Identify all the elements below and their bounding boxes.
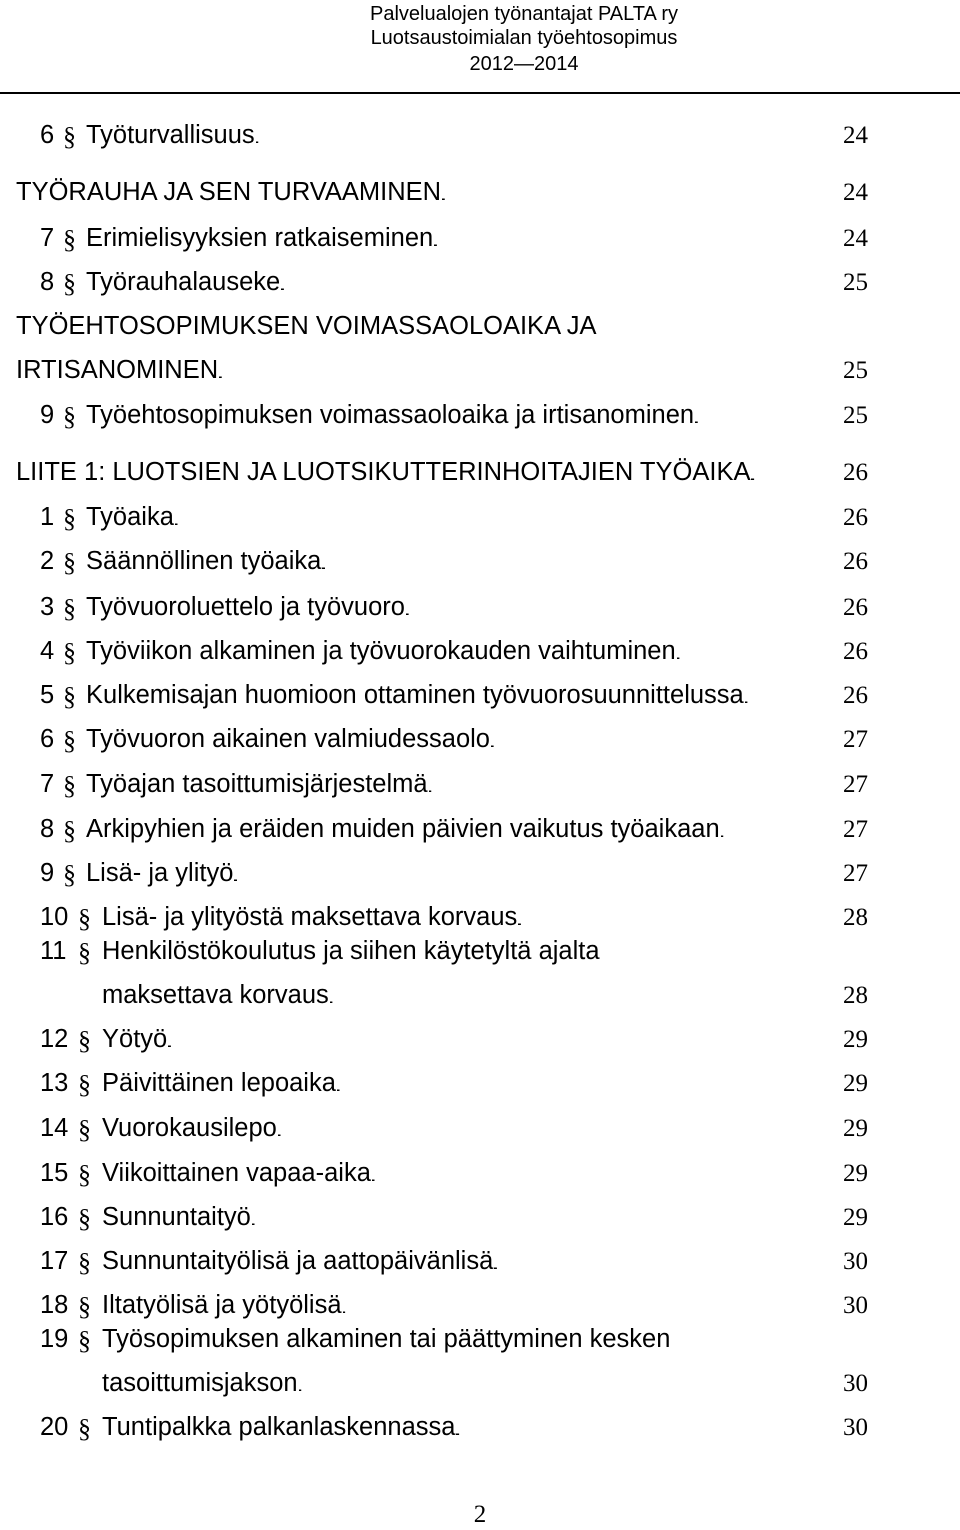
toc-entry-page: 27 <box>843 726 868 753</box>
toc-entry-page: 28 <box>843 982 868 1009</box>
toc-entry-title: Tuntipalkka palkanlaskennassa <box>102 1413 456 1441</box>
section-symbol-icon: § <box>78 1160 91 1189</box>
toc-entry-page: 26 <box>843 504 868 531</box>
toc-entry-number: 20 <box>40 1413 69 1441</box>
toc-entry-number: 10 <box>40 903 69 931</box>
toc-entry-title: Työvuoroluettelo ja työvuoro <box>86 593 405 621</box>
dot-leader <box>252 1203 834 1237</box>
toc-entry-title: Iltatyölisä ja yötyölisä <box>102 1291 342 1319</box>
section-symbol-icon: § <box>63 682 76 711</box>
toc-entry-title: Kulkemisajan huomioon ottaminen työvuorosuunnittelussa <box>86 681 744 709</box>
toc-entry-title: Sunnuntaityö <box>102 1203 251 1231</box>
toc-entry-row <box>102 1022 868 1056</box>
toc-entry-page: 27 <box>843 860 868 887</box>
toc-entry-number: 14 <box>40 1114 69 1142</box>
toc-entry-page: 25 <box>843 402 868 429</box>
dot-leader <box>456 1413 834 1447</box>
section-symbol-icon: § <box>63 225 76 254</box>
toc-entry-row <box>86 265 868 299</box>
section-symbol-icon: § <box>78 904 91 933</box>
toc-entry-page: 30 <box>843 1414 868 1441</box>
dot-leader <box>491 725 834 759</box>
toc-entry-number: 9 <box>40 401 55 429</box>
toc-entry-page: 25 <box>843 269 868 296</box>
dot-leader <box>751 458 834 492</box>
toc-entry-row <box>86 221 868 255</box>
toc-entry-row <box>86 398 868 432</box>
toc-entry-page: 26 <box>843 459 868 486</box>
toc-entry-page: 29 <box>843 1204 868 1231</box>
toc-entry-row <box>16 175 868 209</box>
section-symbol-icon: § <box>78 1026 91 1055</box>
toc-entry-row <box>86 767 868 801</box>
section-symbol-icon: § <box>78 1292 91 1321</box>
toc-entry-row <box>86 500 868 534</box>
toc-entry-number: 8 <box>40 815 55 843</box>
toc-entry-row <box>86 812 868 846</box>
dot-leader <box>518 903 834 937</box>
toc-entry-row <box>86 678 868 712</box>
toc-entry-title: Työehtosopimuksen voimassaoloaika ja irtisanominen <box>86 401 695 429</box>
toc-entry-row <box>102 1410 868 1444</box>
toc-entry-row <box>86 590 868 624</box>
toc-entry-title: Vuorokausilepo <box>102 1114 277 1142</box>
toc-entry-title: Arkipyhien ja eräiden muiden päivien vaikutus työaikaan <box>86 815 720 843</box>
toc-entry-row <box>86 856 868 890</box>
section-symbol-icon: § <box>63 771 76 800</box>
header-agreement-title: Luotsaustoimialan työehtosopimus <box>370 27 678 49</box>
section-symbol-icon: § <box>63 816 76 845</box>
toc-entry-title-line1: Henkilöstökoulutus ja siihen käytetyltä ajalta <box>102 937 600 965</box>
section-symbol-icon: § <box>78 938 91 967</box>
toc-entry-page: 24 <box>843 225 868 252</box>
dot-leader <box>434 224 834 258</box>
toc-entry-number: 5 <box>40 681 55 709</box>
section-symbol-icon: § <box>63 402 76 431</box>
toc-entry-page: 26 <box>843 548 868 575</box>
section-symbol-icon: § <box>63 269 76 298</box>
toc-entry-row <box>102 978 868 1012</box>
toc-entry-page: 26 <box>843 638 868 665</box>
dot-leader <box>278 1114 834 1148</box>
dot-leader <box>677 637 834 671</box>
toc-entry-number: 16 <box>40 1203 69 1231</box>
toc-entry-row <box>102 900 868 934</box>
toc-entry-number: 17 <box>40 1247 69 1275</box>
toc-entry-row <box>102 1366 868 1400</box>
toc-entry-number: 7 <box>40 224 55 252</box>
toc-entry-row <box>86 634 868 668</box>
toc-entry-number: 9 <box>40 859 55 887</box>
dot-leader <box>168 1025 834 1059</box>
toc-entry-row <box>16 455 868 489</box>
toc-entry-number: 18 <box>40 1291 69 1319</box>
toc-entry-title: Työrauhalauseke <box>86 268 281 296</box>
toc-entry-number: 2 <box>40 547 55 575</box>
dot-leader <box>343 1291 834 1325</box>
section-symbol-icon: § <box>78 1070 91 1099</box>
toc-entry-number: 15 <box>40 1159 69 1187</box>
toc-entry-row <box>102 1066 868 1100</box>
toc-entry-number: 13 <box>40 1069 69 1097</box>
dot-leader <box>256 121 834 155</box>
header-organization: Palvelualojen työnantajat PALTA ry <box>370 3 678 25</box>
toc-entry-page: 29 <box>843 1160 868 1187</box>
dot-leader <box>721 815 834 849</box>
toc-entry-row <box>86 722 868 756</box>
toc-entry-page: 30 <box>843 1292 868 1319</box>
toc-entry-title: tasoittumisjakson <box>102 1369 298 1397</box>
toc-entry-title: Työturvallisuus <box>86 121 255 149</box>
dot-leader <box>442 178 834 212</box>
toc-entry-page: 26 <box>843 682 868 709</box>
section-symbol-icon: § <box>63 726 76 755</box>
toc-entry-page: 27 <box>843 771 868 798</box>
toc-entry-title: Viikoittainen vapaa-aika <box>102 1159 371 1187</box>
toc-entry-title-line1: TYÖEHTOSOPIMUKSEN VOIMASSAOLOAIKA JA <box>16 312 597 340</box>
toc-entry-title: LIITE 1: LUOTSIEN JA LUOTSIKUTTERINHOITAJIEN TYÖAIKA <box>16 458 751 486</box>
toc-entry-title: Yötyö <box>102 1025 168 1053</box>
header-period: 2012—2014 <box>469 53 579 75</box>
toc-entry-number: 6 <box>40 725 55 753</box>
toc-entry-number: 19 <box>40 1325 69 1353</box>
toc-entry-page: 28 <box>843 904 868 931</box>
toc-entry-number: 8 <box>40 268 55 296</box>
toc-entry-number: 12 <box>40 1025 69 1053</box>
toc-entry-number: 4 <box>40 637 55 665</box>
dot-leader <box>429 770 834 804</box>
toc-entry-page: 27 <box>843 816 868 843</box>
dot-leader <box>695 401 834 435</box>
toc-entry-title: Työaika <box>86 503 174 531</box>
toc-entry-title: IRTISANOMINEN <box>16 356 219 384</box>
dot-leader <box>330 981 834 1015</box>
section-symbol-icon: § <box>63 548 76 577</box>
section-symbol-icon: § <box>78 1414 91 1443</box>
toc-entry-title: Sunnuntaityölisä ja aattopäivänlisä <box>102 1247 494 1275</box>
toc-entry-title: Päivittäinen lepoaika <box>102 1069 336 1097</box>
section-symbol-icon: § <box>78 1204 91 1233</box>
toc-entry-number: 6 <box>40 121 55 149</box>
toc-entry-page: 24 <box>843 179 868 206</box>
dot-leader <box>494 1247 834 1281</box>
dot-leader <box>745 681 834 715</box>
toc-entry-title: Työajan tasoittumisjärjestelmä <box>86 770 428 798</box>
dot-leader <box>299 1369 834 1403</box>
page-number: 2 <box>473 1501 487 1528</box>
section-symbol-icon: § <box>63 594 76 623</box>
toc-entry-page: 29 <box>843 1070 868 1097</box>
section-symbol-icon: § <box>63 122 76 151</box>
toc-entry-row <box>86 544 868 578</box>
dot-leader <box>337 1069 834 1103</box>
toc-entry-title: Lisä- ja ylityö <box>86 859 234 887</box>
toc-entry-row <box>102 1244 868 1278</box>
dot-leader <box>406 593 834 627</box>
section-symbol-icon: § <box>78 1248 91 1277</box>
toc-entry-title-line1: Työsopimuksen alkaminen tai päättyminen kesken <box>102 1325 671 1353</box>
section-symbol-icon: § <box>78 1326 91 1355</box>
toc-entry-title: TYÖRAUHA JA SEN TURVAAMINEN <box>16 178 442 206</box>
dot-leader <box>281 268 834 302</box>
toc-entry-row <box>16 353 868 387</box>
section-symbol-icon: § <box>63 638 76 667</box>
toc-entry-row <box>102 1288 868 1322</box>
toc-entry-title: Säännöllinen työaika <box>86 547 322 575</box>
toc-entry-page: 26 <box>843 594 868 621</box>
toc-entry-title: Erimielisyyksien ratkaiseminen <box>86 224 434 252</box>
toc-entry-title: Työvuoron aikainen valmiudessaolo <box>86 725 490 753</box>
toc-entry-page: 29 <box>843 1026 868 1053</box>
toc-entry-page: 29 <box>843 1115 868 1142</box>
section-symbol-icon: § <box>63 504 76 533</box>
toc-entry-title: Lisä- ja ylityöstä maksettava korvaus <box>102 903 518 931</box>
section-symbol-icon: § <box>63 860 76 889</box>
toc-entry-row <box>102 1156 868 1190</box>
dot-leader <box>322 547 834 581</box>
toc-entry-page: 25 <box>843 357 868 384</box>
dot-leader <box>234 859 834 893</box>
section-symbol-icon: § <box>78 1115 91 1144</box>
dot-leader <box>219 356 834 390</box>
dot-leader <box>372 1159 834 1193</box>
toc-entry-page: 30 <box>843 1248 868 1275</box>
toc-entry-number: 11 <box>40 937 67 965</box>
toc-entry-page: 24 <box>843 122 868 149</box>
dot-leader <box>175 503 834 537</box>
toc-entry-title: maksettava korvaus <box>102 981 329 1009</box>
toc-entry-number: 1 <box>40 503 55 531</box>
toc-entry-row <box>102 1200 868 1234</box>
toc-entry-number: 7 <box>40 770 55 798</box>
toc-entry-row <box>86 118 868 152</box>
toc-entry-number: 3 <box>40 593 55 621</box>
toc-entry-title: Työviikon alkaminen ja työvuorokauden vaihtuminen <box>86 637 676 665</box>
toc-entry-page: 30 <box>843 1370 868 1397</box>
toc-entry-row <box>102 1111 868 1145</box>
